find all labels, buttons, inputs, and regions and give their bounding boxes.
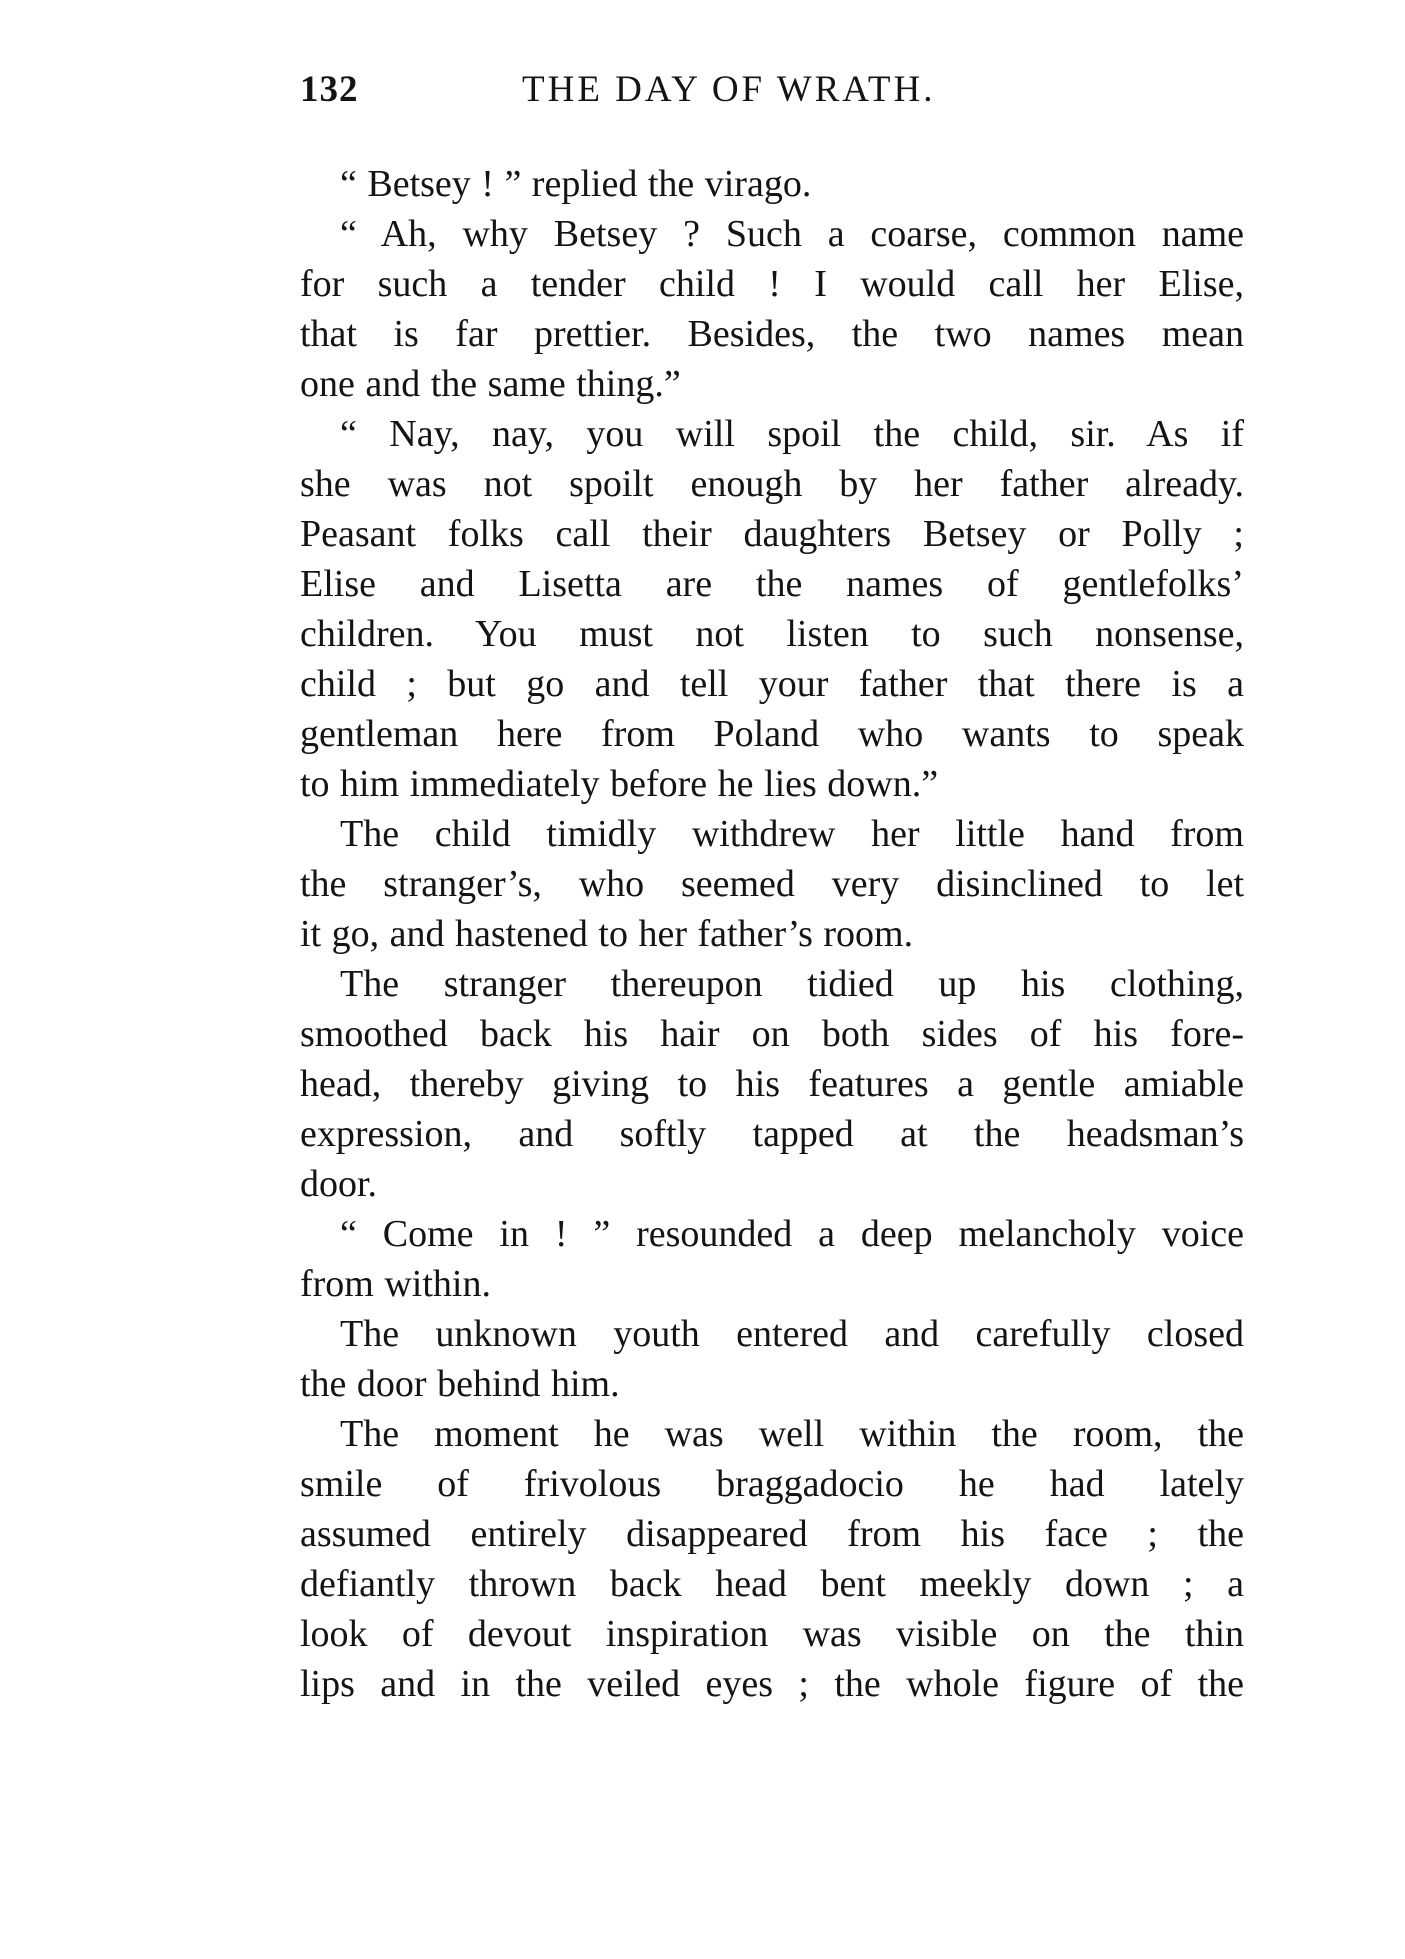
running-head bbox=[300, 68, 1250, 128]
text-line: assumed entirely disappeared from his face ; the bbox=[300, 1513, 1244, 1555]
text-line: The moment he was well within the room, the bbox=[340, 1413, 1244, 1455]
text-line: defiantly thrown back head bent meekly down ; a bbox=[300, 1563, 1244, 1605]
text-line: lips and in the veiled eyes ; the whole figure of the bbox=[300, 1663, 1244, 1705]
text-line: to him immediately before he lies down.” bbox=[300, 763, 939, 805]
text-line: Elise and Lisetta are the names of gentlefolks’ bbox=[300, 563, 1244, 605]
text-line: head, thereby giving to his features a gentle amiable bbox=[300, 1063, 1244, 1105]
text-line: The child timidly withdrew her little hand from bbox=[340, 813, 1244, 855]
text-line: door. bbox=[300, 1163, 378, 1205]
text-line: the door behind him. bbox=[300, 1363, 620, 1405]
running-title: THE DAY OF WRATH. bbox=[522, 69, 936, 110]
text-line: child ; but go and tell your father that there is a bbox=[300, 663, 1244, 705]
text-line: smoothed back his hair on both sides of his fore- bbox=[300, 1013, 1244, 1055]
text-line: one and the same thing.” bbox=[300, 363, 681, 405]
text-line: “ Come in ! ” resounded a deep melancholy voice bbox=[340, 1213, 1244, 1255]
text-line: “ Betsey ! ” replied the virago. bbox=[340, 163, 812, 205]
text-line: that is far prettier. Besides, the two names mean bbox=[300, 313, 1244, 355]
text-line: look of devout inspiration was visible on the thin bbox=[300, 1613, 1244, 1655]
text-line: for such a tender child ! I would call her Elise, bbox=[300, 263, 1244, 305]
text-line: she was not spoilt enough by her father already. bbox=[300, 463, 1244, 505]
text-line: The unknown youth entered and carefully closed bbox=[340, 1313, 1244, 1355]
text-line: expression, and softly tapped at the headsman’s bbox=[300, 1113, 1244, 1155]
text-line: the stranger’s, who seemed very disinclined to let bbox=[300, 863, 1244, 905]
text-line: “ Ah, why Betsey ? Such a coarse, common name bbox=[340, 213, 1244, 255]
text-line: The stranger thereupon tidied up his clothing, bbox=[340, 963, 1244, 1005]
body-text bbox=[300, 159, 1244, 1709]
text-line: from within. bbox=[300, 1263, 491, 1305]
text-line: gentleman here from Poland who wants to speak bbox=[300, 713, 1244, 755]
text-line: “ Nay, nay, you will spoil the child, sir. As if bbox=[340, 413, 1244, 455]
text-line: Peasant folks call their daughters Betsey or Polly ; bbox=[300, 513, 1244, 555]
text-line: it go, and hastened to her father’s room. bbox=[300, 913, 914, 955]
page-number: 132 bbox=[300, 69, 359, 110]
text-line: smile of frivolous braggadocio he had lately bbox=[300, 1463, 1244, 1505]
text-line: children. You must not listen to such nonsense, bbox=[300, 613, 1244, 655]
